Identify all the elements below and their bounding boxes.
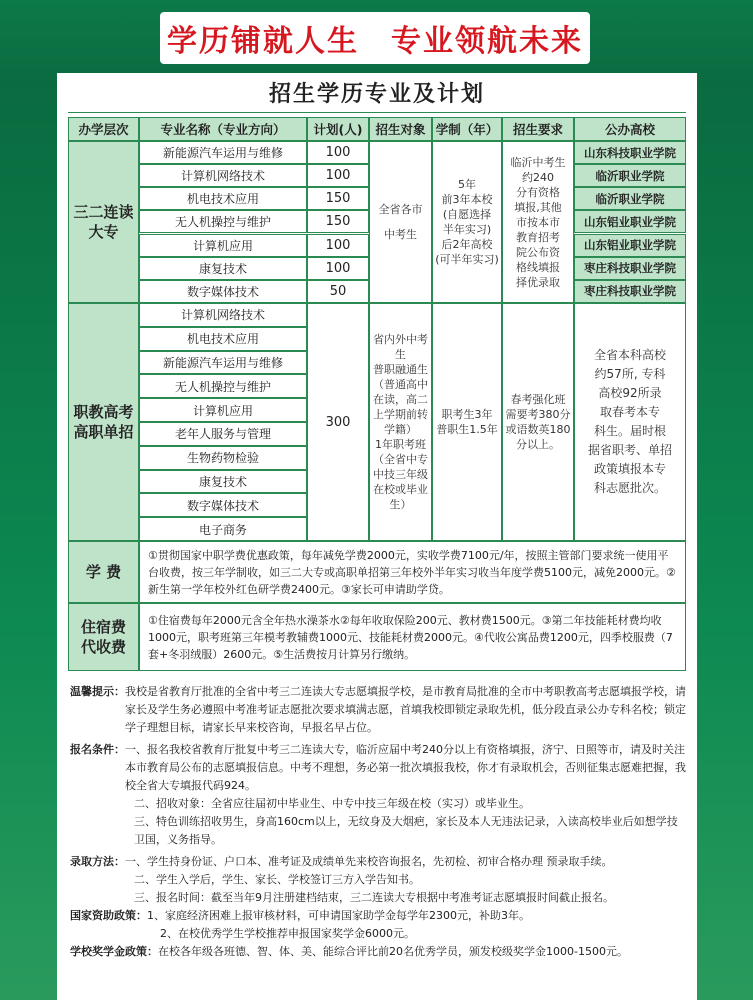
requirement-line: 填报,其他	[514, 200, 562, 214]
school-cell: 山东铝业职业学院	[574, 210, 686, 233]
tip-label: 温馨提示：	[70, 685, 125, 698]
school-cell: 枣庄科技职业学院	[574, 280, 686, 303]
condition-item: 三、特色训练招收男生，身高160cm以上，无纹身及大烟疤，家长及本人无违法记录，入读高校毕业后如想学技卫国，义务指导。	[134, 815, 678, 846]
board-label	[68, 603, 139, 671]
text-line: 在校或毕业	[373, 483, 428, 496]
text-line: 学籍）	[384, 423, 417, 436]
school-cell: 枣庄科技职业学院	[574, 257, 686, 280]
admission-item: 三、报名时间：截至当年9月注册建档结束，三二连读大专根据中考准考证志愿填报时间截止报名。	[134, 891, 614, 904]
target-line: 中考生	[384, 228, 417, 241]
duration-section2	[432, 303, 502, 541]
major-cell: 康复技术	[139, 257, 307, 280]
level-section1	[68, 141, 139, 303]
text-line: 科志愿批次。	[593, 481, 666, 495]
target-line: 全省各市	[378, 203, 423, 216]
text-line: 全省本科高校	[593, 348, 666, 362]
text-line: 生）	[389, 498, 412, 511]
aid-item: 2、在校优秀学生学校推荐申报国家奖学金6000元。	[160, 927, 415, 940]
requirement-line: 分有资格	[516, 185, 560, 199]
text-line: 普职融通生	[373, 363, 428, 376]
duration-line: (自愿选择	[442, 208, 492, 221]
admission-item: 二、学生入学后，学生、家长、学校签订三方入学告知书。	[134, 873, 420, 886]
text-line: 取春考本专	[599, 405, 660, 419]
major-cell: 数字媒体技术	[139, 493, 307, 517]
text-line: 约57所, 专科	[594, 367, 666, 381]
text-line: 生	[395, 348, 406, 361]
title-divider	[68, 112, 686, 113]
duration-line: 半年实习)	[442, 223, 492, 236]
header-school: 公办高校	[574, 117, 686, 141]
level-line: 大专	[88, 223, 119, 241]
scholarship-label: 学校奖学金政策：	[70, 945, 158, 958]
admission-item: 一、学生持身份证、户口本、准考证及成绩单先来校咨询报名，先初检、初审合格办理 预录取手续。	[125, 855, 613, 868]
condition-item: 二、招收对象：全省应往届初中毕业生、中专中技三年级在校（实习）或毕业生。	[134, 797, 530, 810]
plan-cell: 100	[307, 141, 369, 164]
requirement-line: 市按本市	[516, 215, 560, 229]
duration-line: 职考生3年	[441, 408, 493, 421]
plan-cell: 100	[307, 257, 369, 280]
text-line: 科生。届时根	[593, 424, 666, 438]
page-title: 招生学历专业及计划	[268, 82, 485, 107]
text-line: 省内外中考	[373, 333, 428, 346]
admission-label: 录取方法：	[70, 855, 125, 868]
scholarship-text: 在校各年级各班德、智、体、美、能综合评比前20名优秀学员，颁发校级奖学金1000-1500元。	[158, 945, 628, 958]
requirement-line: 教育招考	[516, 230, 560, 244]
duration-line: 普职生1.5年	[436, 423, 498, 436]
plan-cell: 100	[307, 234, 369, 257]
right-border	[697, 82, 753, 1000]
condition-label: 报名条件：	[70, 743, 125, 756]
major-cell: 电子商务	[139, 517, 307, 541]
level-section2	[68, 303, 139, 541]
header-level: 办学层次	[68, 117, 139, 141]
fee-text: ①贯彻国家中职学费优惠政策，每年减免学费2000元，实收学费7100元/年，按照主管部门要求统一使用平台收费，按三年学制收，如三二大专或高职单招第三年校外半年实习收当年度学费5100元，减免2000元。②新生第一学年校外红色研学费2400元。③家长可申请助学贷。	[139, 541, 686, 603]
requirement-line: 择优录取	[516, 275, 560, 289]
text-line: （普通高中	[373, 378, 428, 391]
aid-note	[70, 907, 686, 925]
text-line: 在读，高二	[373, 393, 428, 406]
plan-section2: 300	[307, 303, 369, 541]
requirement-section1	[502, 141, 574, 303]
duration-line: 后2年高校	[441, 238, 493, 251]
left-border	[0, 82, 57, 1000]
major-cell: 老年人服务与管理	[139, 422, 307, 446]
text-line: 据省职考、单招	[587, 443, 672, 457]
level-line: 三二连读	[73, 203, 134, 221]
level-line: 职教高考	[73, 403, 134, 421]
school-cell: 临沂职业学院	[574, 164, 686, 187]
duration-line: (可半年实习)	[435, 253, 499, 266]
plan-cell: 50	[307, 280, 369, 303]
major-cell: 生物药物检验	[139, 446, 307, 470]
school-cell: 山东科技职业学院	[574, 141, 686, 164]
requirement-line: 分以上。	[516, 438, 560, 451]
level-line: 高职单招	[73, 423, 134, 441]
notes-section	[70, 683, 686, 961]
scholarship-note	[70, 943, 686, 961]
major-cell: 新能源汽车运用与维修	[139, 141, 307, 164]
major-cell: 计算机应用	[139, 234, 307, 257]
board-label-line: 住宿费	[80, 618, 126, 636]
major-cell: 新能源汽车运用与维修	[139, 351, 307, 375]
major-cell: 机电技术应用	[139, 327, 307, 351]
board-text: ①住宿费每年2000元含全年热水澡茶水②每年收取保险200元、教材费1500元。③第二年技能耗材费均收1000元，职考班第三年模考教辅费1000元、技能耗材费2000元。④代收公寓品费1200元，四季校服费（7套+冬羽绒服）2600元。⑤生活费按月计算另行缴纳。	[139, 603, 686, 671]
requirement-line: 或语数英180	[505, 423, 571, 436]
requirement-line: 春考强化班	[510, 393, 566, 406]
text-line: 高校92所录	[598, 386, 662, 400]
aid-item: 1、家庭经济困难上报审核材料，可申请国家助学金每学年2300元，补助3年。	[147, 909, 530, 922]
text-line: 政策填报本专	[593, 462, 666, 476]
major-cell: 计算机网络技术	[139, 164, 307, 187]
requirement-line: 需要考380分	[505, 408, 571, 421]
text-line: 上学期前转	[373, 408, 428, 421]
requirement-line: 临沂中考生	[510, 155, 566, 169]
major-cell: 康复技术	[139, 470, 307, 494]
plan-cell: 150	[307, 210, 369, 233]
admission-note	[70, 853, 686, 871]
requirement-line: 约240	[522, 170, 554, 184]
school-cell: 山东铝业职业学院	[574, 234, 686, 257]
requirement-section2	[502, 303, 574, 541]
duration-line: 前3年本校	[441, 193, 493, 206]
board-label-line: 代收费	[80, 638, 126, 656]
text-line: 1年职考班	[375, 438, 426, 451]
plan-cell: 150	[307, 187, 369, 210]
major-cell: 机电技术应用	[139, 187, 307, 210]
tip-text: 我校是省教育厅批准的全省中考三二连读大专志愿填报学校，是市教育局批准的全市中考职教高考志愿填报学校，请家长及学生务必遵照中考准考证志愿批次要求填满志愿，首填我校即锁定录取先机，低分段直录公办专科名校；锁定学子理想目标，请家长早来校咨询，早报名早占位。	[125, 685, 686, 734]
header-duration: 学制（年）	[432, 117, 502, 141]
condition-item: 一、报名我校省教育厅批复中考三二连读大专，临沂应届中考240分以上有资格填报，济宁、日照等市，请及时关注本市教育局公布的志愿填报信息。中考不理想，务必第一批次填报我校，你才有录取机会，否则征集志愿难把握，我校全省大专填报代码924。	[125, 743, 686, 792]
schools-section2	[574, 303, 686, 541]
major-cell: 无人机操控与维护	[139, 374, 307, 398]
duration-line: 5年	[458, 178, 476, 191]
duration-section1	[432, 141, 502, 303]
fee-label: 学 费	[68, 541, 139, 603]
major-cell: 数字媒体技术	[139, 280, 307, 303]
text-line: （全省中专	[373, 453, 428, 466]
condition-note	[70, 741, 686, 795]
header-major: 专业名称（专业方向）	[139, 117, 307, 141]
major-cell: 计算机网络技术	[139, 303, 307, 327]
header-target: 招生对象	[369, 117, 432, 141]
school-cell: 临沂职业学院	[574, 187, 686, 210]
slogan-banner: 学历铺就人生 专业领航未来	[160, 12, 590, 64]
requirement-line: 格线填报	[516, 260, 560, 274]
plan-cell: 100	[307, 164, 369, 187]
target-section1	[369, 141, 432, 303]
aid-label: 国家资助政策：	[70, 909, 147, 922]
tip-note	[70, 683, 686, 737]
header-requirement: 招生要求	[502, 117, 574, 141]
target-section2	[369, 303, 432, 541]
requirement-line: 院公布资	[516, 245, 560, 259]
major-cell: 无人机操控与维护	[139, 210, 307, 233]
header-plan: 计划(人)	[307, 117, 369, 141]
text-line: 中技三年级	[373, 468, 428, 481]
major-cell: 计算机应用	[139, 398, 307, 422]
